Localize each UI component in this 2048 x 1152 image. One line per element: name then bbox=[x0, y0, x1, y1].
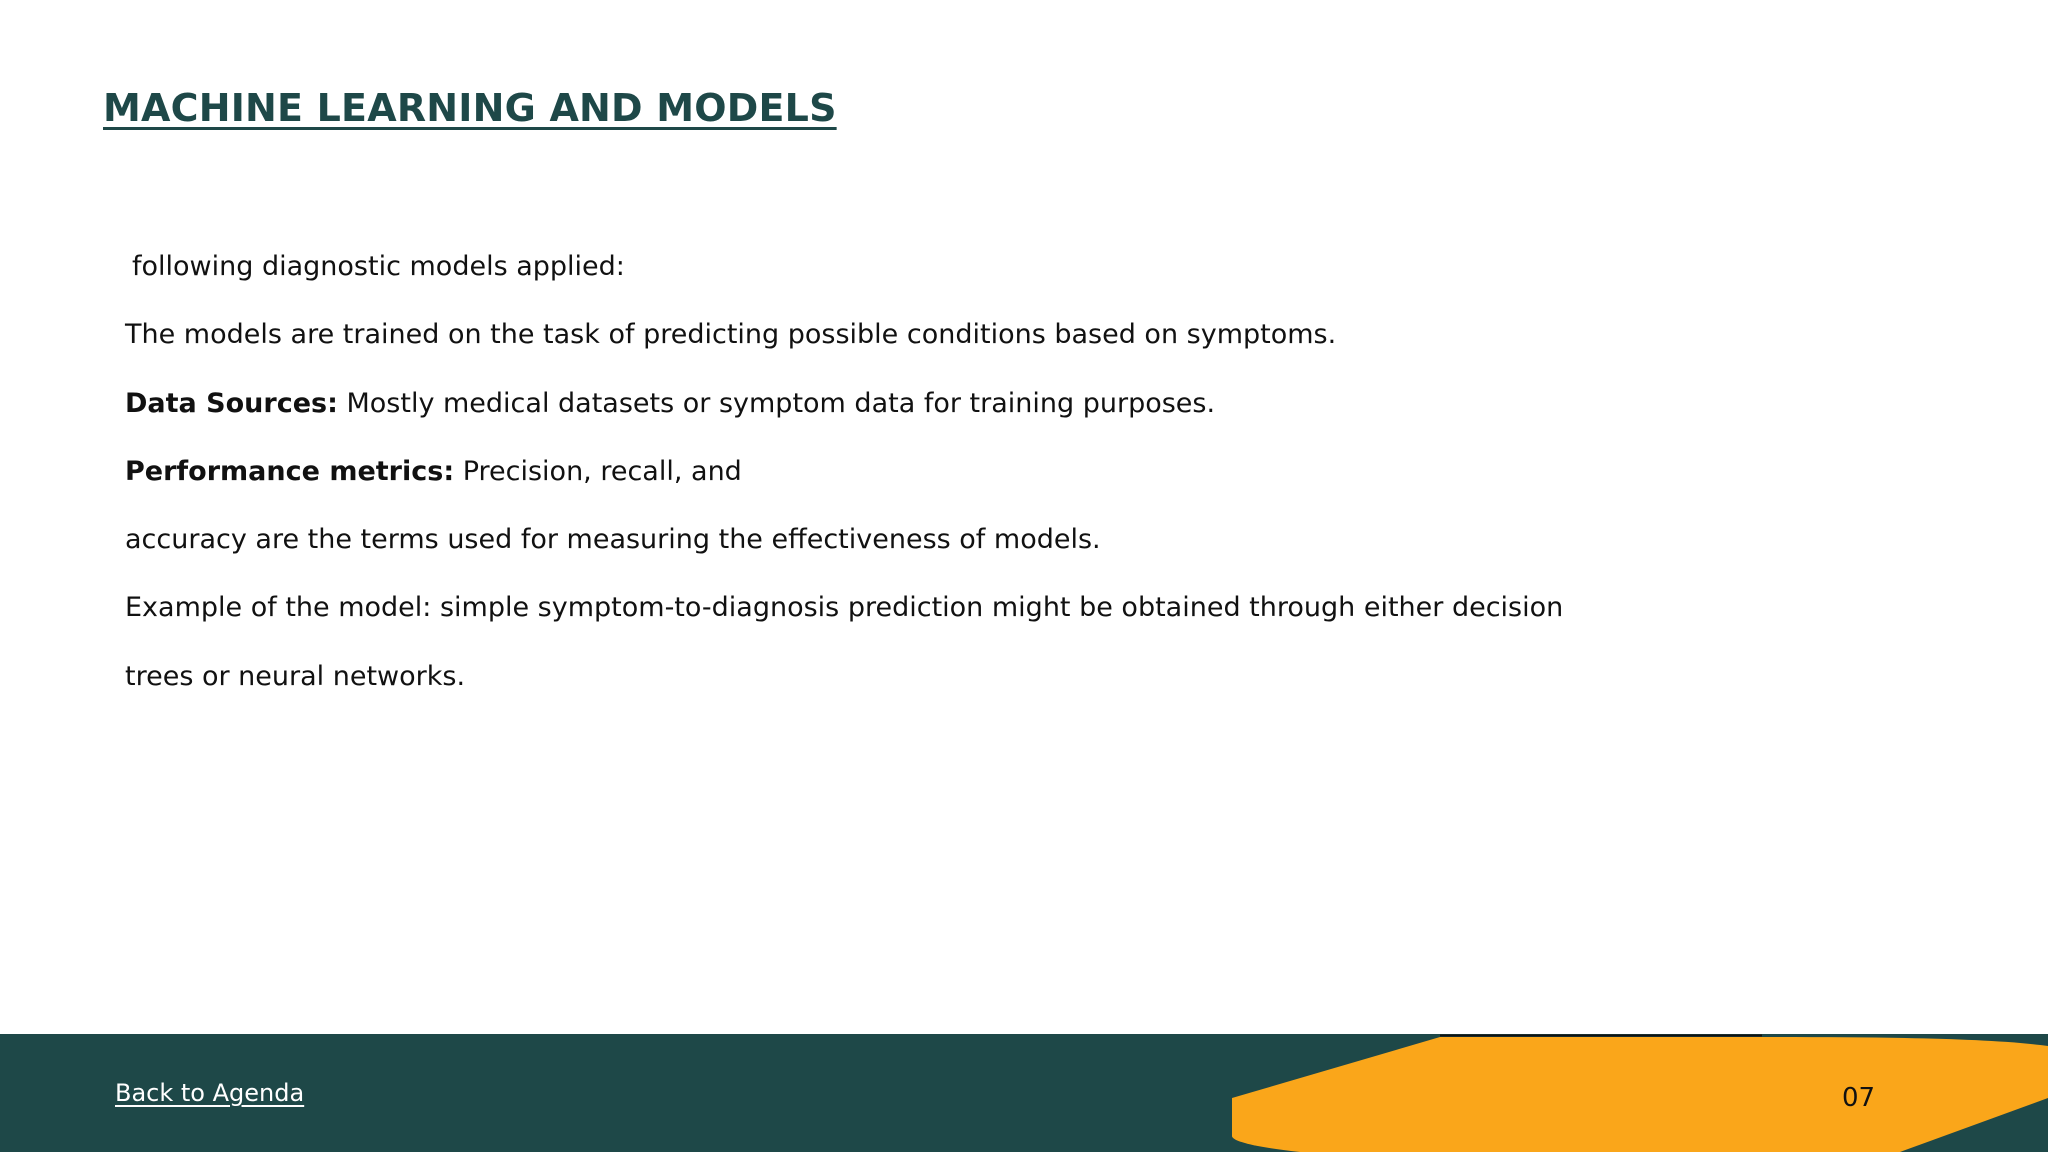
training-line: The models are trained on the task of predicting possible conditions based on symptoms. bbox=[125, 319, 1337, 351]
metrics-text: Precision, recall, and bbox=[454, 455, 742, 487]
back-to-agenda-link[interactable]: Back to Agenda bbox=[115, 1079, 305, 1107]
example-line-2: trees or neural networks. bbox=[125, 660, 466, 692]
slide-body bbox=[125, 245, 1775, 723]
metrics-line bbox=[125, 450, 1775, 518]
footer-accent-shape bbox=[0, 1034, 2048, 1152]
page-number: 07 bbox=[1842, 1083, 1876, 1113]
metrics-label: Performance metrics: bbox=[125, 455, 455, 487]
slide-title: MACHINE LEARNING AND MODELS bbox=[103, 86, 837, 130]
data-sources-label: Data Sources: bbox=[125, 387, 338, 419]
footer-accent-blob bbox=[1232, 1037, 2048, 1152]
data-sources-line bbox=[125, 382, 1775, 450]
example-line-1: Example of the model: simple symptom-to-diagnosis prediction might be obtained through either decision bbox=[125, 592, 1564, 624]
metrics-continued-line: accuracy are the terms used for measuring the effectiveness of models. bbox=[125, 524, 1101, 556]
intro-line: following diagnostic models applied: bbox=[132, 251, 625, 282]
data-sources-text: Mostly medical datasets or symptom data for training purposes. bbox=[337, 387, 1216, 419]
